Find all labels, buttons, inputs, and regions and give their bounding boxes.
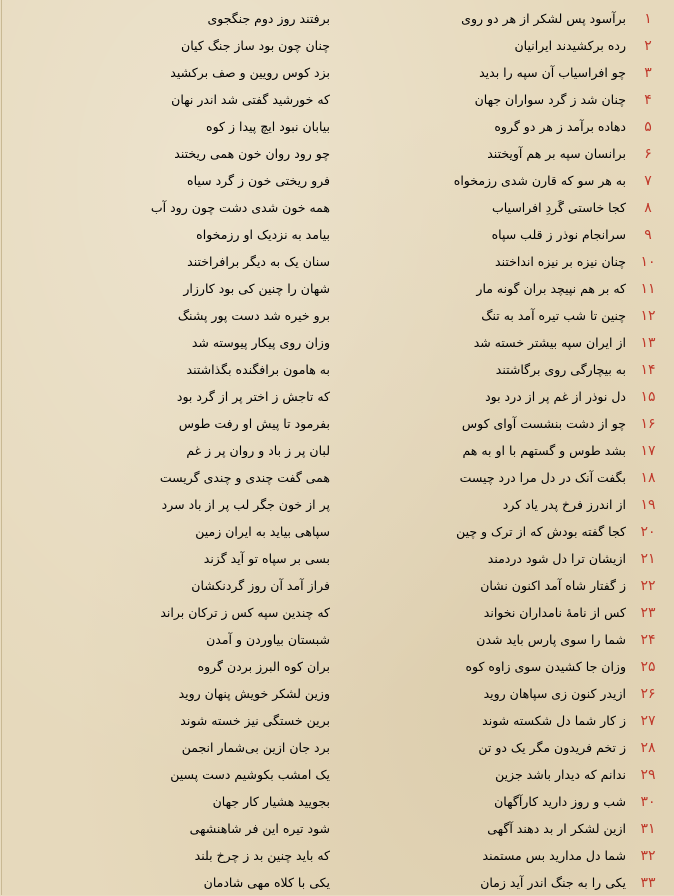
verse-row [2,707,674,734]
verse-first-hemistich: ز تخم فریدون مگر یک دو تن [478,740,626,755]
verse-row [2,626,674,653]
verse-row [2,842,674,869]
verse-second-hemistich: شهان را چنین کی بود کارزار [183,281,330,296]
verse-row [2,869,674,896]
verse-number: ۱۵ [640,388,656,405]
verse-row [2,437,674,464]
poem-page [1,0,674,895]
verse-second-hemistich: برو خیره شد دست پور پشنگ [177,308,330,323]
verse-number: ۱۸ [640,469,656,486]
verse-row [2,734,674,761]
verse-row [2,572,674,599]
verse-number: ۱۲ [640,307,656,324]
verse-number: ۳ [644,64,652,81]
verse-first-hemistich: کجا گفته بودش که از ترک و چین [456,524,626,539]
verse-row [2,599,674,626]
verse-second-hemistich: که چندین سپه کس ز ترکان براند [160,605,330,620]
verse-second-hemistich: برفتند روز دوم جنگجوی [207,11,330,26]
verse-row [2,275,674,302]
verse-row [2,680,674,707]
verse-second-hemistich: یکی با کلاه مهی شادمان [203,875,330,890]
verse-second-hemistich: شبستان بیاوردن و آمدن [206,632,330,647]
verse-row [2,518,674,545]
verse-second-hemistich: لبان پر ز باد و روان پر ز غم [186,443,330,458]
verse-second-hemistich: یک امشب بکوشیم دست پسین [170,767,330,782]
verse-row [2,329,674,356]
verse-row [2,383,674,410]
verse-number: ۲۶ [640,685,656,702]
verse-row [2,248,674,275]
verse-first-hemistich: شما دل مدارید بس مستمند [482,848,626,863]
verse-first-hemistich: چنان نیزه بر نیزه انداختند [495,254,626,269]
verse-first-hemistich: دل نوذر از غم پر از درد بود [485,389,626,404]
verse-second-hemistich: سپاهی بیاید به ایران زمین [195,524,330,539]
verse-first-hemistich: چو افراسیاب آن سپه را بدید [479,65,626,80]
verse-number: ۱۴ [640,361,656,378]
verse-second-hemistich: چنان چون بود ساز جنگ کیان [181,38,330,53]
verse-number: ۱ [644,10,652,27]
verse-first-hemistich: رده برکشیدند ایرانیان [514,38,626,53]
verse-second-hemistich: وزان روی پیکار پیوسته شد [191,335,330,350]
verse-number: ۲۱ [640,550,656,567]
verse-row [2,86,674,113]
verse-first-hemistich: برآسود پس لشکر از هر دو روی [461,11,626,26]
verse-number: ۲۰ [640,523,656,540]
verse-number: ۳۱ [640,820,656,837]
verse-first-hemistich: برانسان سپه بر هم آویختند [487,146,626,161]
verse-row [2,59,674,86]
verse-second-hemistich: به هامون برافگنده بگذاشتند [186,362,330,377]
verse-first-hemistich: بشد طوس و گستهم با او به هم [462,443,626,458]
verse-number: ۳۰ [640,793,656,810]
verse-second-hemistich: همه خون شدی دشت چون رود آب [150,200,330,215]
verse-row [2,491,674,518]
verse-first-hemistich: یکی را به جنگ اندر آید زمان [480,875,626,890]
verse-first-hemistich: شما را سوی پارس باید شدن [476,632,626,647]
verse-number: ۱۷ [640,442,656,459]
verse-first-hemistich: به بیچارگی روی برگاشتند [495,362,626,377]
verse-second-hemistich: همی گفت چندی و چندی گریست [159,470,330,485]
verse-number: ۲۳ [640,604,656,621]
verse-first-hemistich: که بر هم نپیچد بران گونه مار [476,281,626,296]
verse-first-hemistich: چنین تا شب تیره آمد به تنگ [481,308,626,323]
verse-number: ۸ [644,199,652,216]
verse-number: ۱۳ [640,334,656,351]
verse-row [2,302,674,329]
verse-row [2,194,674,221]
verse-row [2,653,674,680]
verse-first-hemistich: ندانم که دیدار باشد جزین [495,767,626,782]
verse-second-hemistich: بسی بر سپاه تو آید گزند [203,551,330,566]
verse-number: ۲۴ [640,631,656,648]
verse-row [2,545,674,572]
verse-number: ۲۲ [640,577,656,594]
verse-first-hemistich: وزان جا کشیدن سوی زاوه کوه [465,659,626,674]
verse-second-hemistich: بجویید هشیار کار جهان [212,794,330,809]
verse-number: ۲۸ [640,739,656,756]
verse-first-hemistich: ز گفتار شاه آمد اکنون نشان [480,578,626,593]
verse-second-hemistich: چو رود روان خون همی ریختند [174,146,330,161]
verse-first-hemistich: چو از دشت بنشست آوای کوس [461,416,626,431]
verse-first-hemistich: ازیدر کنون زی سپاهان روید [483,686,626,701]
verse-first-hemistich: کجا خاستی گَردِ افراسیاب [491,200,626,215]
verse-row [2,464,674,491]
verse-number: ۲ [644,37,652,54]
verse-number: ۱۰ [640,253,656,270]
verse-number: ۹ [644,226,652,243]
verse-number: ۵ [644,118,652,135]
verse-second-hemistich: بیابان نبود ایچ پیدا ز کوه [206,119,330,134]
verse-number: ۶ [644,145,652,162]
verse-second-hemistich: بفرمود تا پیش او رفت طوس [178,416,330,431]
verse-row [2,815,674,842]
verse-number: ۲۹ [640,766,656,783]
verse-second-hemistich: بران کوه البرز بردن گروه [197,659,330,674]
verse-first-hemistich: چنان شد ز گرد سواران جهان [474,92,626,107]
verse-first-hemistich: ازیشان ترا دل شود دردمند [487,551,626,566]
verse-first-hemistich: سرانجام نوذر ز قلب سپاه [491,227,626,242]
verse-second-hemistich: فرو ریختی خون ز گرد سیاه [187,173,330,188]
verse-number: ۳۲ [640,847,656,864]
verse-second-hemistich: شود تیره این فر شاهنشهی [189,821,330,836]
verse-first-hemistich: ازین لشکر ار بد دهند آگهی [487,821,626,836]
verse-second-hemistich: برین خستگی نیز خسته شوند [180,713,330,728]
verse-first-hemistich: دهاده برآمد ز هر دو گروه [494,119,626,134]
verse-row [2,140,674,167]
verse-second-hemistich: وزین لشکر خویش پنهان روید [178,686,330,701]
verse-first-hemistich: بگفت آنک در دل مرا درد چیست [459,470,626,485]
verse-number: ۲۷ [640,712,656,729]
verse-number: ۳۳ [640,874,656,891]
verse-second-hemistich: برد جان ازین بی‌شمار انجمن [181,740,330,755]
verse-first-hemistich: شب و روز دارید کارآگهان [494,794,626,809]
verse-first-hemistich: ز کار شما دل شکسته شوند [482,713,626,728]
verse-row [2,113,674,140]
verse-number: ۷ [644,172,652,189]
verse-number: ۱۹ [640,496,656,513]
verse-second-hemistich: فراز آمد آن روز گردنکشان [191,578,330,593]
verse-number: ۱۶ [640,415,656,432]
verse-list [2,0,674,896]
verse-second-hemistich: پر از خون جگر لب پر از باد سرد [161,497,330,512]
verse-first-hemistich: به هر سو که قارن شدی رزمخواه [453,173,626,188]
verse-number: ۱۱ [640,280,656,297]
verse-row [2,788,674,815]
verse-number: ۲۵ [640,658,656,675]
verse-second-hemistich: سنان یک به دیگر برافراختند [187,254,330,269]
verse-first-hemistich: از ایران سپه بیشتر خسته شد [473,335,626,350]
verse-first-hemistich: کس از نامهٔ نامداران نخواند [483,605,626,620]
verse-second-hemistich: که خورشید گفتی شد اندر نهان [171,92,330,107]
verse-row [2,410,674,437]
verse-row [2,356,674,383]
verse-row [2,167,674,194]
verse-row [2,221,674,248]
verse-second-hemistich: که باید چنین بد ز چرخ بلند [194,848,330,863]
verse-second-hemistich: بیامد به نزدیک او رزمخواه [196,227,330,242]
verse-row [2,32,674,59]
verse-number: ۴ [644,91,652,108]
verse-second-hemistich: که تاجش ز اختر پر از گرد بود [176,389,330,404]
verse-second-hemistich: بزد کوس رویین و صف برکشید [170,65,330,80]
verse-row [2,5,674,32]
verse-row [2,761,674,788]
verse-first-hemistich: از اندرز فرخ پدر یاد کرد [502,497,626,512]
